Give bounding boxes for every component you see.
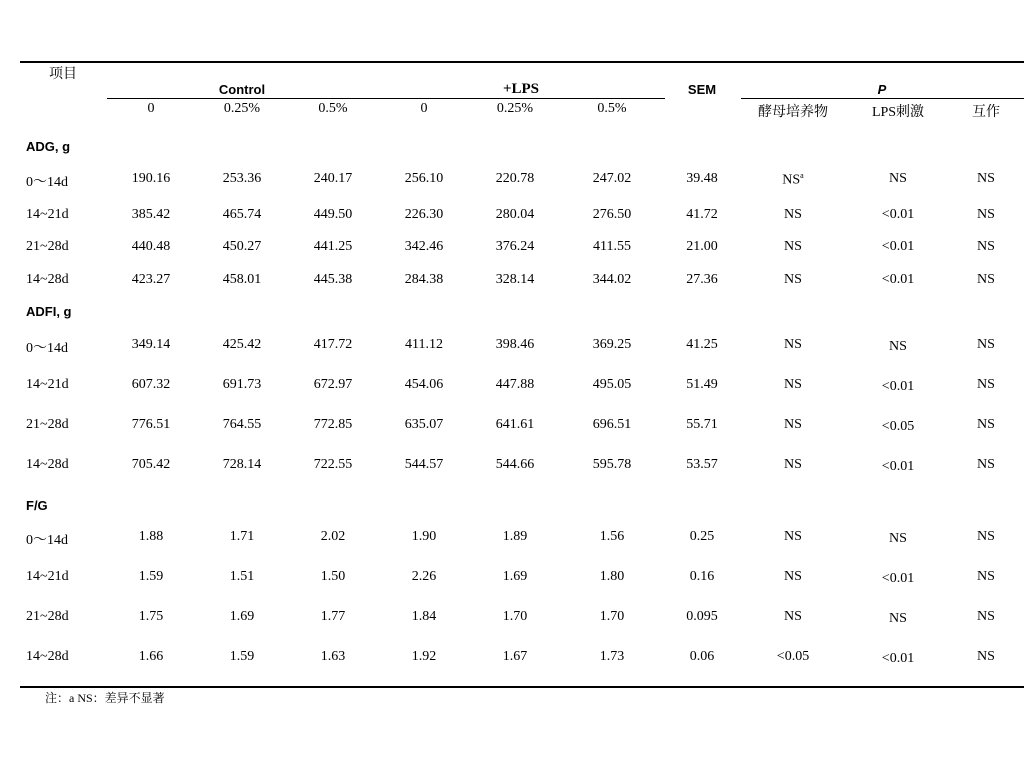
table-cell: 1.80 (599, 569, 625, 584)
p-value-cell: NS (784, 337, 802, 352)
p-value-cell: NS (784, 529, 802, 544)
table-cell: 764.55 (222, 417, 262, 432)
table-cell: 1.59 (229, 649, 255, 664)
table-cell: 398.46 (495, 337, 535, 352)
row-label: 21~28d (26, 609, 69, 624)
p-value-cell: NS (784, 417, 802, 432)
table-cell: 376.24 (495, 239, 535, 254)
table-cell: 1.84 (411, 609, 437, 624)
p-value-cell: NS (784, 272, 802, 287)
table-cell: 672.97 (313, 377, 353, 392)
p-value-cell: NS (977, 609, 995, 624)
sem-cell: 39.48 (686, 171, 718, 186)
sem-cell: 41.72 (686, 207, 718, 222)
table-cell: 342.46 (404, 239, 444, 254)
row-label: 0～14d (26, 533, 68, 548)
table-cell: 450.27 (222, 239, 262, 254)
p-value-cell: <0.01 (881, 239, 915, 254)
table-cell: 465.74 (222, 207, 262, 222)
sem-header: SEM (687, 82, 717, 97)
table-cell: 728.14 (222, 457, 262, 472)
p-value-cell: NS (977, 239, 995, 254)
p-value-cell: NS (784, 569, 802, 584)
section-title: F/G (26, 498, 48, 513)
table-cell: 1.89 (502, 529, 528, 544)
sem-cell: 55.71 (686, 417, 718, 432)
table-cell: 256.10 (404, 171, 444, 186)
table-cell: 247.02 (592, 171, 632, 186)
table-cell: 253.36 (222, 171, 262, 186)
section-title: ADFI, g (26, 304, 72, 319)
dose-header: 0.25% (223, 101, 261, 116)
table-cell: 705.42 (131, 457, 171, 472)
table-cell: 440.48 (131, 239, 171, 254)
p-value-cell: NS (977, 207, 995, 222)
row-label: 14~21d (26, 207, 69, 222)
p-value-cell: <0.01 (881, 651, 915, 666)
sem-cell: 53.57 (686, 457, 718, 472)
sem-cell: 0.06 (689, 649, 715, 664)
p-value-cell: <0.05 (881, 419, 915, 434)
sem-cell: 51.49 (686, 377, 718, 392)
table-cell: 1.73 (599, 649, 625, 664)
table-cell: 776.51 (131, 417, 171, 432)
table-cell: 691.73 (222, 377, 262, 392)
p-value-cell: <0.01 (881, 272, 915, 287)
p-value-cell: NS (784, 457, 802, 472)
sem-cell: 0.095 (686, 609, 718, 624)
table-cell: 226.30 (404, 207, 444, 222)
row-label: 21~28d (26, 239, 69, 254)
dose-header: 0.25% (496, 101, 534, 116)
table-cell: 1.69 (229, 609, 255, 624)
table-cell: 190.16 (131, 171, 171, 186)
row-label: 0～14d (26, 175, 68, 190)
table-cell: 607.32 (131, 377, 171, 392)
dose-header: 0 (420, 101, 428, 116)
table-cell: 328.14 (495, 272, 535, 287)
p-underline (741, 98, 1024, 99)
p-value-cell: NS (889, 531, 907, 546)
p-value-cell: NS (889, 611, 907, 626)
table-cell: 1.67 (502, 649, 528, 664)
table-cell: 635.07 (404, 417, 444, 432)
table-cell: 411.55 (593, 239, 631, 254)
p-value-cell: <0.01 (881, 459, 915, 474)
sem-cell: 0.25 (689, 529, 715, 544)
table-cell: 1.56 (599, 529, 625, 544)
table-cell: 1.77 (320, 609, 346, 624)
p-value-cell: NS (977, 171, 995, 186)
table-cell: 772.85 (313, 417, 353, 432)
table-cell: 349.14 (131, 337, 171, 352)
table-cell: 284.38 (404, 272, 444, 287)
table-cell: 447.88 (495, 377, 535, 392)
p-value-cell: <0.01 (881, 207, 915, 222)
p-value-cell: $NS^a$ (782, 171, 804, 188)
row-label: 14~21d (26, 377, 69, 392)
footnote-marker: a (800, 171, 804, 180)
sem-cell: 21.00 (686, 239, 718, 254)
control-header: Control (218, 82, 266, 97)
table-cell: 1.51 (229, 569, 255, 584)
p-value-cell: NS (889, 171, 907, 186)
table-cell: 495.05 (592, 377, 632, 392)
table-cell: 1.66 (138, 649, 164, 664)
p-value-cell: <0.01 (881, 379, 915, 394)
p-value-cell: NS (889, 339, 907, 354)
table-cell: 276.50 (592, 207, 632, 222)
table-cell: 425.42 (222, 337, 262, 352)
table-cell: 423.27 (131, 272, 171, 287)
footnote: 注：a NS：差异不显著 (45, 691, 165, 705)
table-cell: 2.02 (320, 529, 346, 544)
table-cell: 1.50 (320, 569, 346, 584)
p-sub-header: LPS刺激 (871, 105, 925, 120)
table-cell: 369.25 (592, 337, 632, 352)
table-cell: 1.70 (599, 609, 625, 624)
table-cell: 641.61 (495, 417, 535, 432)
p-value-cell: <0.05 (776, 649, 810, 664)
table-cell: 441.25 (313, 239, 353, 254)
table-cell: 1.70 (502, 609, 528, 624)
p-sub-header: 酵母培养物 (758, 105, 828, 120)
table-cell: 1.69 (502, 569, 528, 584)
row-label: 21~28d (26, 417, 69, 432)
table-cell: 1.88 (138, 529, 164, 544)
table-cell: 454.06 (404, 377, 444, 392)
dose-header: 0.5% (597, 101, 627, 116)
sem-cell: 0.16 (689, 569, 715, 584)
p-value-cell: NS (977, 569, 995, 584)
table-cell: 240.17 (313, 171, 353, 186)
table-cell: 411.12 (405, 337, 443, 352)
table-cell: 1.59 (138, 569, 164, 584)
table-cell: 1.75 (138, 609, 164, 624)
lps-header: +LPS (502, 81, 540, 97)
p-value-cell: NS (784, 609, 802, 624)
table-cell: 220.78 (495, 171, 535, 186)
table-bottom-rule (20, 686, 1024, 688)
table-cell: 385.42 (131, 207, 171, 222)
p-header: P (877, 82, 887, 97)
p-value-cell: NS (784, 207, 802, 222)
table-top-rule (20, 61, 1024, 63)
table-cell: 458.01 (222, 272, 262, 287)
table-cell: 445.38 (313, 272, 353, 287)
sem-cell: 27.36 (686, 272, 718, 287)
table-cell: 544.66 (495, 457, 535, 472)
p-value-cell: NS (977, 649, 995, 664)
row-label: 14~21d (26, 569, 69, 584)
table-cell: 696.51 (592, 417, 632, 432)
row-label: 14~28d (26, 457, 69, 472)
table-cell: 449.50 (313, 207, 353, 222)
sem-cell: 41.25 (686, 337, 718, 352)
section-title: ADG, g (26, 139, 71, 154)
table-cell: 595.78 (592, 457, 632, 472)
p-value-cell: NS (784, 377, 802, 392)
table-cell: 544.57 (404, 457, 444, 472)
table-cell: 1.92 (411, 649, 437, 664)
dose-header: 0.5% (318, 101, 348, 116)
p-value-cell: NS (977, 337, 995, 352)
dose-header: 0 (147, 101, 155, 116)
table-cell: 1.71 (229, 529, 255, 544)
table-cell: 1.63 (320, 649, 346, 664)
row-label: 14~28d (26, 649, 69, 664)
p-value-cell: NS (784, 239, 802, 254)
group-underline (107, 98, 665, 99)
item-header: 项目 (49, 67, 77, 82)
table-cell: 722.55 (313, 457, 353, 472)
table-cell: 2.26 (411, 569, 437, 584)
table-cell: 1.90 (411, 529, 437, 544)
table-cell: 417.72 (313, 337, 353, 352)
p-sub-header: 互作 (972, 105, 1000, 120)
p-value-cell: NS (977, 529, 995, 544)
p-value-cell: NS (977, 417, 995, 432)
table-cell: 280.04 (495, 207, 535, 222)
p-value-cell: NS (977, 272, 995, 287)
row-label: 14~28d (26, 272, 69, 287)
p-value-cell: <0.01 (881, 571, 915, 586)
p-value-cell: NS (977, 457, 995, 472)
p-value-cell: NS (977, 377, 995, 392)
row-label: 0～14d (26, 341, 68, 356)
table-cell: 344.02 (592, 272, 632, 287)
